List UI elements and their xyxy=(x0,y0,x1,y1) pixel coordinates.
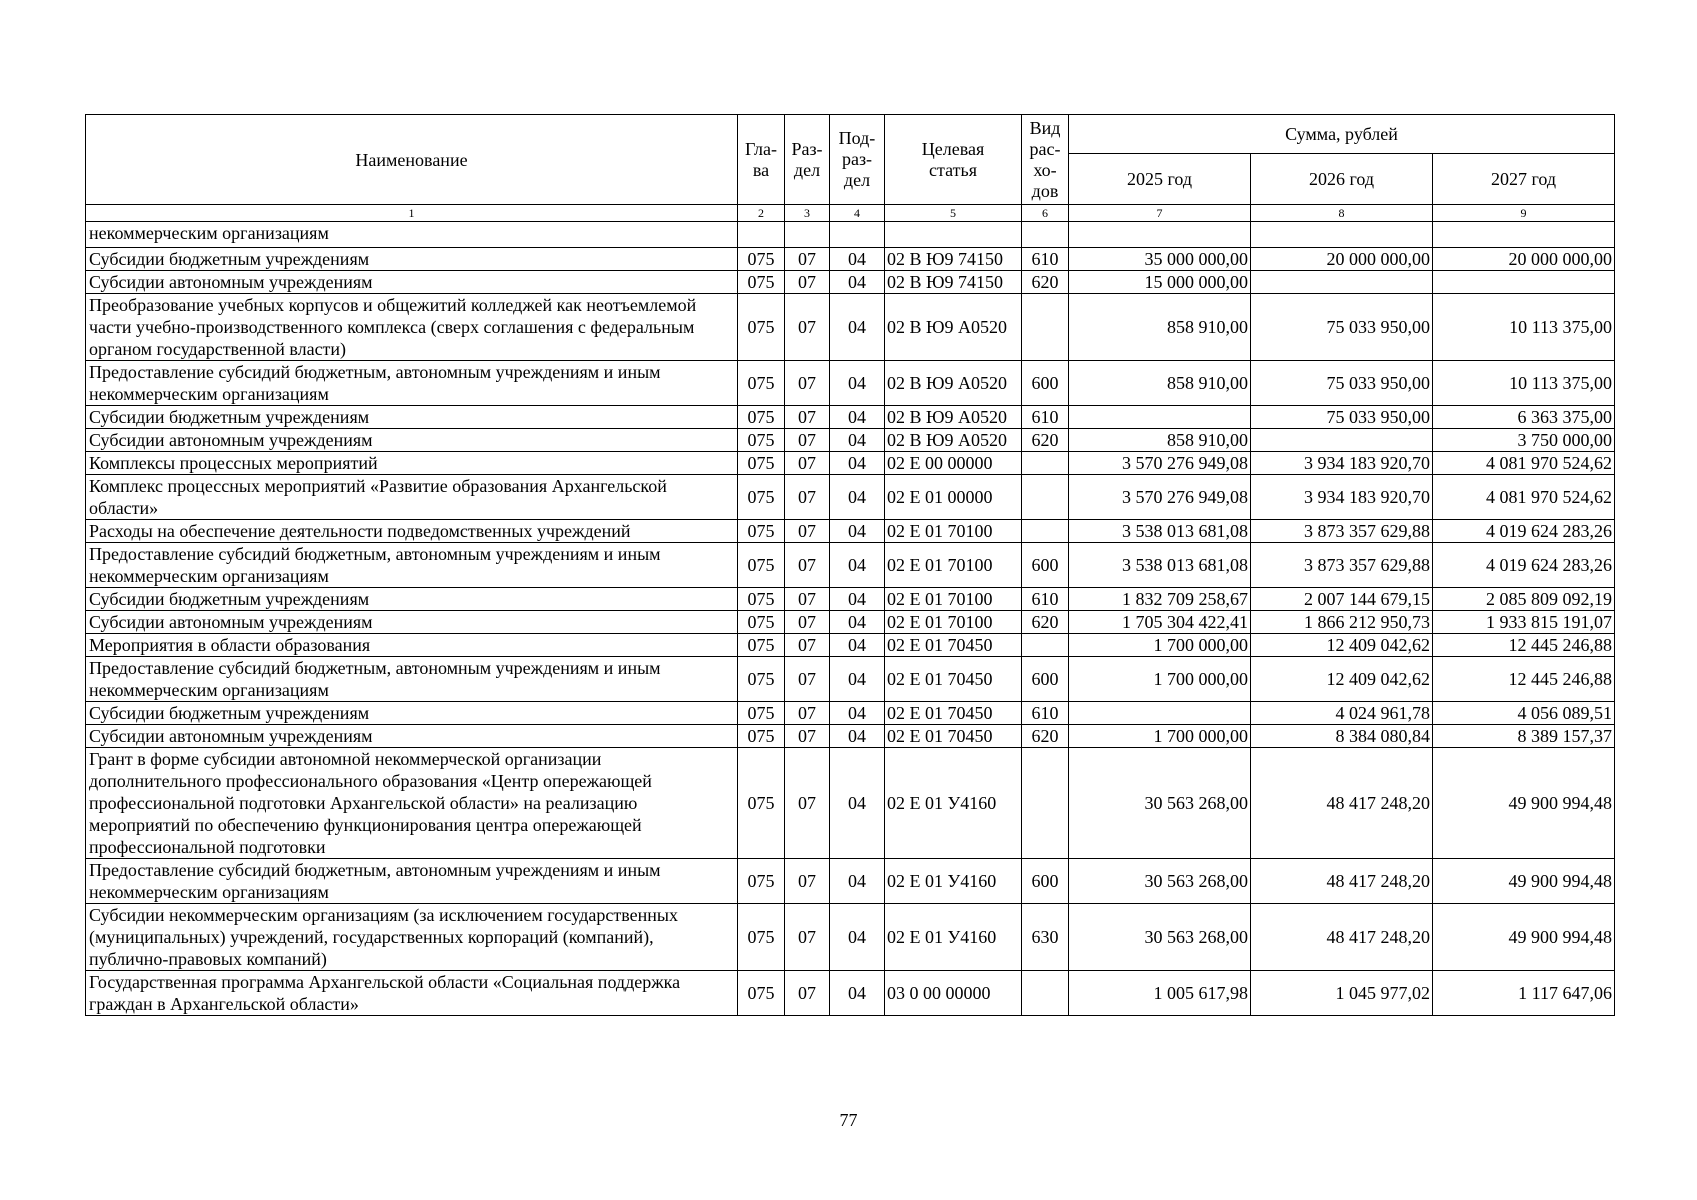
row-vid-rashodov: 610 xyxy=(1022,248,1069,271)
row-celevaya-statya: 02 Е 01 70450 xyxy=(885,725,1022,748)
row-sum-2026: 12 409 042,62 xyxy=(1251,634,1433,657)
row-podrazdel: 04 xyxy=(830,271,885,294)
row-vid-rashodov: 630 xyxy=(1022,904,1069,971)
row-celevaya-statya: 02 Е 01 70100 xyxy=(885,588,1022,611)
row-razdel: 07 xyxy=(785,725,830,748)
row-glava: 075 xyxy=(738,657,785,702)
row-sum-2025: 30 563 268,00 xyxy=(1069,859,1251,904)
table-row xyxy=(86,475,1615,520)
row-sum-2025: 858 910,00 xyxy=(1069,361,1251,406)
table-row xyxy=(86,452,1615,475)
row-sum-2027: 49 900 994,48 xyxy=(1433,904,1615,971)
row-podrazdel: 04 xyxy=(830,971,885,1016)
row-name: Комплекс процессных мероприятий «Развитие образования Архангельской области» xyxy=(86,475,738,520)
row-celevaya-statya: 02 В Ю9 А0520 xyxy=(885,429,1022,452)
row-glava: 075 xyxy=(738,271,785,294)
row-sum-2027: 2 085 809 092,19 xyxy=(1433,588,1615,611)
row-sum-2027: 8 389 157,37 xyxy=(1433,725,1615,748)
row-razdel: 07 xyxy=(785,971,830,1016)
row-name: Предоставление субсидий бюджетным, автономным учреждениям и иным некоммерческим организациям xyxy=(86,657,738,702)
row-sum-2027 xyxy=(1433,222,1615,248)
row-name: Расходы на обеспечение деятельности подведомственных учреждений xyxy=(86,520,738,543)
row-vid-rashodov: 600 xyxy=(1022,657,1069,702)
row-sum-2026: 75 033 950,00 xyxy=(1251,406,1433,429)
row-podrazdel: 04 xyxy=(830,702,885,725)
row-name: Мероприятия в области образования xyxy=(86,634,738,657)
row-glava: 075 xyxy=(738,543,785,588)
row-sum-2027: 4 081 970 524,62 xyxy=(1433,475,1615,520)
row-sum-2025: 35 000 000,00 xyxy=(1069,248,1251,271)
row-podrazdel xyxy=(830,222,885,248)
row-celevaya-statya: 02 Е 01 70100 xyxy=(885,520,1022,543)
row-sum-2026: 48 417 248,20 xyxy=(1251,748,1433,859)
row-sum-2025: 3 538 013 681,08 xyxy=(1069,543,1251,588)
row-podrazdel: 04 xyxy=(830,748,885,859)
row-sum-2027: 49 900 994,48 xyxy=(1433,748,1615,859)
row-podrazdel: 04 xyxy=(830,725,885,748)
row-sum-2025: 15 000 000,00 xyxy=(1069,271,1251,294)
row-sum-2026: 3 934 183 920,70 xyxy=(1251,452,1433,475)
row-podrazdel: 04 xyxy=(830,429,885,452)
row-sum-2027: 12 445 246,88 xyxy=(1433,634,1615,657)
row-glava: 075 xyxy=(738,406,785,429)
row-vid-rashodov: 620 xyxy=(1022,611,1069,634)
row-sum-2026: 75 033 950,00 xyxy=(1251,361,1433,406)
row-sum-2025: 1 700 000,00 xyxy=(1069,725,1251,748)
table-row xyxy=(86,361,1615,406)
header-2025: 2025 год xyxy=(1069,154,1251,205)
row-razdel: 07 xyxy=(785,475,830,520)
row-vid-rashodov: 620 xyxy=(1022,271,1069,294)
header-2027: 2027 год xyxy=(1433,154,1615,205)
row-sum-2027: 1 933 815 191,07 xyxy=(1433,611,1615,634)
row-vid-rashodov: 600 xyxy=(1022,543,1069,588)
col-number: 1 xyxy=(86,205,738,222)
row-sum-2027: 10 113 375,00 xyxy=(1433,294,1615,361)
row-glava: 075 xyxy=(738,748,785,859)
row-sum-2027: 10 113 375,00 xyxy=(1433,361,1615,406)
row-podrazdel: 04 xyxy=(830,361,885,406)
row-sum-2027: 1 117 647,06 xyxy=(1433,971,1615,1016)
row-razdel: 07 xyxy=(785,429,830,452)
row-razdel: 07 xyxy=(785,611,830,634)
row-razdel xyxy=(785,222,830,248)
row-glava: 075 xyxy=(738,702,785,725)
row-sum-2025: 1 705 304 422,41 xyxy=(1069,611,1251,634)
col-number: 7 xyxy=(1069,205,1251,222)
row-sum-2026: 4 024 961,78 xyxy=(1251,702,1433,725)
row-sum-2025: 1 700 000,00 xyxy=(1069,634,1251,657)
table-row xyxy=(86,634,1615,657)
row-sum-2027: 12 445 246,88 xyxy=(1433,657,1615,702)
col-number: 5 xyxy=(885,205,1022,222)
row-glava: 075 xyxy=(738,904,785,971)
row-sum-2025: 30 563 268,00 xyxy=(1069,904,1251,971)
row-glava: 075 xyxy=(738,634,785,657)
header-celevaya: Целевая статья xyxy=(885,115,1022,205)
row-name: Предоставление субсидий бюджетным, автономным учреждениям и иным некоммерческим организациям xyxy=(86,543,738,588)
row-sum-2025: 858 910,00 xyxy=(1069,294,1251,361)
row-celevaya-statya: 02 В Ю9 74150 xyxy=(885,248,1022,271)
row-glava: 075 xyxy=(738,520,785,543)
row-sum-2027: 4 056 089,51 xyxy=(1433,702,1615,725)
row-sum-2026: 1 045 977,02 xyxy=(1251,971,1433,1016)
col-number: 3 xyxy=(785,205,830,222)
row-glava: 075 xyxy=(738,361,785,406)
row-glava: 075 xyxy=(738,611,785,634)
row-name: Субсидии автономным учреждениям xyxy=(86,725,738,748)
row-sum-2025 xyxy=(1069,222,1251,248)
table-row xyxy=(86,294,1615,361)
row-sum-2025 xyxy=(1069,406,1251,429)
row-sum-2027: 49 900 994,48 xyxy=(1433,859,1615,904)
row-vid-rashodov: 620 xyxy=(1022,725,1069,748)
row-sum-2027 xyxy=(1433,271,1615,294)
row-glava: 075 xyxy=(738,588,785,611)
header-2026: 2026 год xyxy=(1251,154,1433,205)
row-podrazdel: 04 xyxy=(830,248,885,271)
row-sum-2026: 48 417 248,20 xyxy=(1251,904,1433,971)
row-celevaya-statya: 02 Е 01 70100 xyxy=(885,611,1022,634)
row-podrazdel: 04 xyxy=(830,634,885,657)
col-number: 4 xyxy=(830,205,885,222)
row-glava: 075 xyxy=(738,475,785,520)
row-celevaya-statya: 02 Е 01 70450 xyxy=(885,657,1022,702)
row-razdel: 07 xyxy=(785,543,830,588)
row-celevaya-statya: 02 Е 00 00000 xyxy=(885,452,1022,475)
row-vid-rashodov: 600 xyxy=(1022,361,1069,406)
row-vid-rashodov xyxy=(1022,294,1069,361)
row-name: Предоставление субсидий бюджетным, автономным учреждениям и иным некоммерческим организациям xyxy=(86,859,738,904)
row-sum-2026 xyxy=(1251,222,1433,248)
row-sum-2025: 1 700 000,00 xyxy=(1069,657,1251,702)
row-celevaya-statya: 02 Е 01 00000 xyxy=(885,475,1022,520)
row-sum-2026: 3 934 183 920,70 xyxy=(1251,475,1433,520)
row-celevaya-statya: 03 0 00 00000 xyxy=(885,971,1022,1016)
row-sum-2026: 8 384 080,84 xyxy=(1251,725,1433,748)
row-vid-rashodov xyxy=(1022,452,1069,475)
row-name: Субсидии бюджетным учреждениям xyxy=(86,702,738,725)
row-name: Субсидии автономным учреждениям xyxy=(86,429,738,452)
row-vid-rashodov xyxy=(1022,520,1069,543)
row-vid-rashodov: 620 xyxy=(1022,429,1069,452)
table-row xyxy=(86,904,1615,971)
header-razdel: Раз- дел xyxy=(785,115,830,205)
table-row xyxy=(86,271,1615,294)
row-glava xyxy=(738,222,785,248)
row-razdel: 07 xyxy=(785,271,830,294)
row-glava: 075 xyxy=(738,248,785,271)
row-glava: 075 xyxy=(738,452,785,475)
table-row xyxy=(86,725,1615,748)
row-celevaya-statya: 02 Е 01 У4160 xyxy=(885,904,1022,971)
row-name: Комплексы процессных мероприятий xyxy=(86,452,738,475)
header-glava: Гла- ва xyxy=(738,115,785,205)
table-row xyxy=(86,520,1615,543)
table-row xyxy=(86,611,1615,634)
row-razdel: 07 xyxy=(785,520,830,543)
header-name: Наименование xyxy=(86,115,738,205)
row-vid-rashodov xyxy=(1022,748,1069,859)
row-name: Государственная программа Архангельской области «Социальная поддержка граждан в Архангельской области» xyxy=(86,971,738,1016)
table-row xyxy=(86,748,1615,859)
row-sum-2025 xyxy=(1069,702,1251,725)
row-celevaya-statya: 02 В Ю9 А0520 xyxy=(885,361,1022,406)
table-row xyxy=(86,429,1615,452)
row-sum-2026: 1 866 212 950,73 xyxy=(1251,611,1433,634)
col-number: 8 xyxy=(1251,205,1433,222)
row-name: Субсидии бюджетным учреждениям xyxy=(86,588,738,611)
row-podrazdel: 04 xyxy=(830,657,885,702)
table-row xyxy=(86,222,1615,248)
row-name: Субсидии бюджетным учреждениям xyxy=(86,406,738,429)
row-sum-2026: 12 409 042,62 xyxy=(1251,657,1433,702)
row-vid-rashodov: 600 xyxy=(1022,859,1069,904)
row-podrazdel: 04 xyxy=(830,611,885,634)
row-razdel: 07 xyxy=(785,634,830,657)
table-row xyxy=(86,859,1615,904)
row-celevaya-statya: 02 Е 01 70450 xyxy=(885,634,1022,657)
row-name: Предоставление субсидий бюджетным, автономным учреждениям и иным некоммерческим организациям xyxy=(86,361,738,406)
row-sum-2025: 1 832 709 258,67 xyxy=(1069,588,1251,611)
row-razdel: 07 xyxy=(785,859,830,904)
col-number: 9 xyxy=(1433,205,1615,222)
row-podrazdel: 04 xyxy=(830,452,885,475)
row-sum-2026: 3 873 357 629,88 xyxy=(1251,520,1433,543)
row-vid-rashodov xyxy=(1022,634,1069,657)
row-sum-2025: 3 570 276 949,08 xyxy=(1069,452,1251,475)
row-sum-2027: 4 019 624 283,26 xyxy=(1433,543,1615,588)
row-razdel: 07 xyxy=(785,294,830,361)
row-sum-2027: 6 363 375,00 xyxy=(1433,406,1615,429)
row-glava: 075 xyxy=(738,725,785,748)
row-name: некоммерческим организациям xyxy=(86,222,738,248)
row-razdel: 07 xyxy=(785,904,830,971)
row-sum-2025: 858 910,00 xyxy=(1069,429,1251,452)
row-name: Субсидии бюджетным учреждениям xyxy=(86,248,738,271)
row-sum-2026 xyxy=(1251,271,1433,294)
table-row xyxy=(86,657,1615,702)
row-glava: 075 xyxy=(738,294,785,361)
row-razdel: 07 xyxy=(785,248,830,271)
table-row xyxy=(86,588,1615,611)
row-podrazdel: 04 xyxy=(830,543,885,588)
row-sum-2027: 20 000 000,00 xyxy=(1433,248,1615,271)
row-celevaya-statya: 02 Е 01 70450 xyxy=(885,702,1022,725)
row-celevaya-statya: 02 Е 01 У4160 xyxy=(885,748,1022,859)
row-glava: 075 xyxy=(738,859,785,904)
row-sum-2026: 2 007 144 679,15 xyxy=(1251,588,1433,611)
row-celevaya-statya: 02 Е 01 70100 xyxy=(885,543,1022,588)
row-glava: 075 xyxy=(738,429,785,452)
row-sum-2027: 4 019 624 283,26 xyxy=(1433,520,1615,543)
row-razdel: 07 xyxy=(785,361,830,406)
row-vid-rashodov xyxy=(1022,475,1069,520)
row-celevaya-statya: 02 В Ю9 А0520 xyxy=(885,406,1022,429)
row-razdel: 07 xyxy=(785,406,830,429)
row-name: Субсидии некоммерческим организациям (за исключением государственных (муниципальных) учреждений, государственных корпораций (компаний), публично-правовых компаний) xyxy=(86,904,738,971)
row-celevaya-statya xyxy=(885,222,1022,248)
table-row xyxy=(86,702,1615,725)
row-vid-rashodov xyxy=(1022,971,1069,1016)
row-sum-2027: 3 750 000,00 xyxy=(1433,429,1615,452)
page-number: 77 xyxy=(839,1110,858,1130)
row-podrazdel: 04 xyxy=(830,294,885,361)
table-row xyxy=(86,543,1615,588)
row-vid-rashodov: 610 xyxy=(1022,406,1069,429)
row-razdel: 07 xyxy=(785,657,830,702)
row-razdel: 07 xyxy=(785,452,830,475)
row-vid-rashodov: 610 xyxy=(1022,702,1069,725)
row-name: Грант в форме субсидии автономной некоммерческой организации дополнительного профессионального образования «Центр опережающей профессиональной подготовки Архангельской области» на реализацию мероприятий по обеспечению функционирования центра опережающей профессиональной подготовки xyxy=(86,748,738,859)
row-celevaya-statya: 02 В Ю9 А0520 xyxy=(885,294,1022,361)
row-sum-2026: 75 033 950,00 xyxy=(1251,294,1433,361)
row-podrazdel: 04 xyxy=(830,475,885,520)
row-razdel: 07 xyxy=(785,748,830,859)
row-name: Субсидии автономным учреждениям xyxy=(86,611,738,634)
budget-table xyxy=(85,114,1615,1016)
header-podrazdel: Под- раз- дел xyxy=(830,115,885,205)
row-podrazdel: 04 xyxy=(830,904,885,971)
row-sum-2027: 4 081 970 524,62 xyxy=(1433,452,1615,475)
row-razdel: 07 xyxy=(785,702,830,725)
row-name: Субсидии автономным учреждениям xyxy=(86,271,738,294)
row-sum-2025: 3 570 276 949,08 xyxy=(1069,475,1251,520)
header-summa: Сумма, рублей xyxy=(1069,115,1615,154)
row-sum-2026: 20 000 000,00 xyxy=(1251,248,1433,271)
row-sum-2025: 3 538 013 681,08 xyxy=(1069,520,1251,543)
header-vid: Вид рас- хо- дов xyxy=(1022,115,1069,205)
row-sum-2025: 30 563 268,00 xyxy=(1069,748,1251,859)
row-sum-2026: 48 417 248,20 xyxy=(1251,859,1433,904)
row-podrazdel: 04 xyxy=(830,588,885,611)
row-podrazdel: 04 xyxy=(830,520,885,543)
row-vid-rashodov xyxy=(1022,222,1069,248)
row-sum-2025: 1 005 617,98 xyxy=(1069,971,1251,1016)
row-podrazdel: 04 xyxy=(830,406,885,429)
col-number: 2 xyxy=(738,205,785,222)
col-number: 6 xyxy=(1022,205,1069,222)
row-sum-2026: 3 873 357 629,88 xyxy=(1251,543,1433,588)
table-row xyxy=(86,406,1615,429)
row-celevaya-statya: 02 В Ю9 74150 xyxy=(885,271,1022,294)
row-podrazdel: 04 xyxy=(830,859,885,904)
row-razdel: 07 xyxy=(785,588,830,611)
row-vid-rashodov: 610 xyxy=(1022,588,1069,611)
row-sum-2026 xyxy=(1251,429,1433,452)
table-row xyxy=(86,248,1615,271)
row-glava: 075 xyxy=(738,971,785,1016)
row-name: Преобразование учебных корпусов и общежитий колледжей как неотъемлемой части учебно-производственного комплекса (сверх соглашения с федеральным органом государственной власти) xyxy=(86,294,738,361)
table-row xyxy=(86,971,1615,1016)
row-celevaya-statya: 02 Е 01 У4160 xyxy=(885,859,1022,904)
